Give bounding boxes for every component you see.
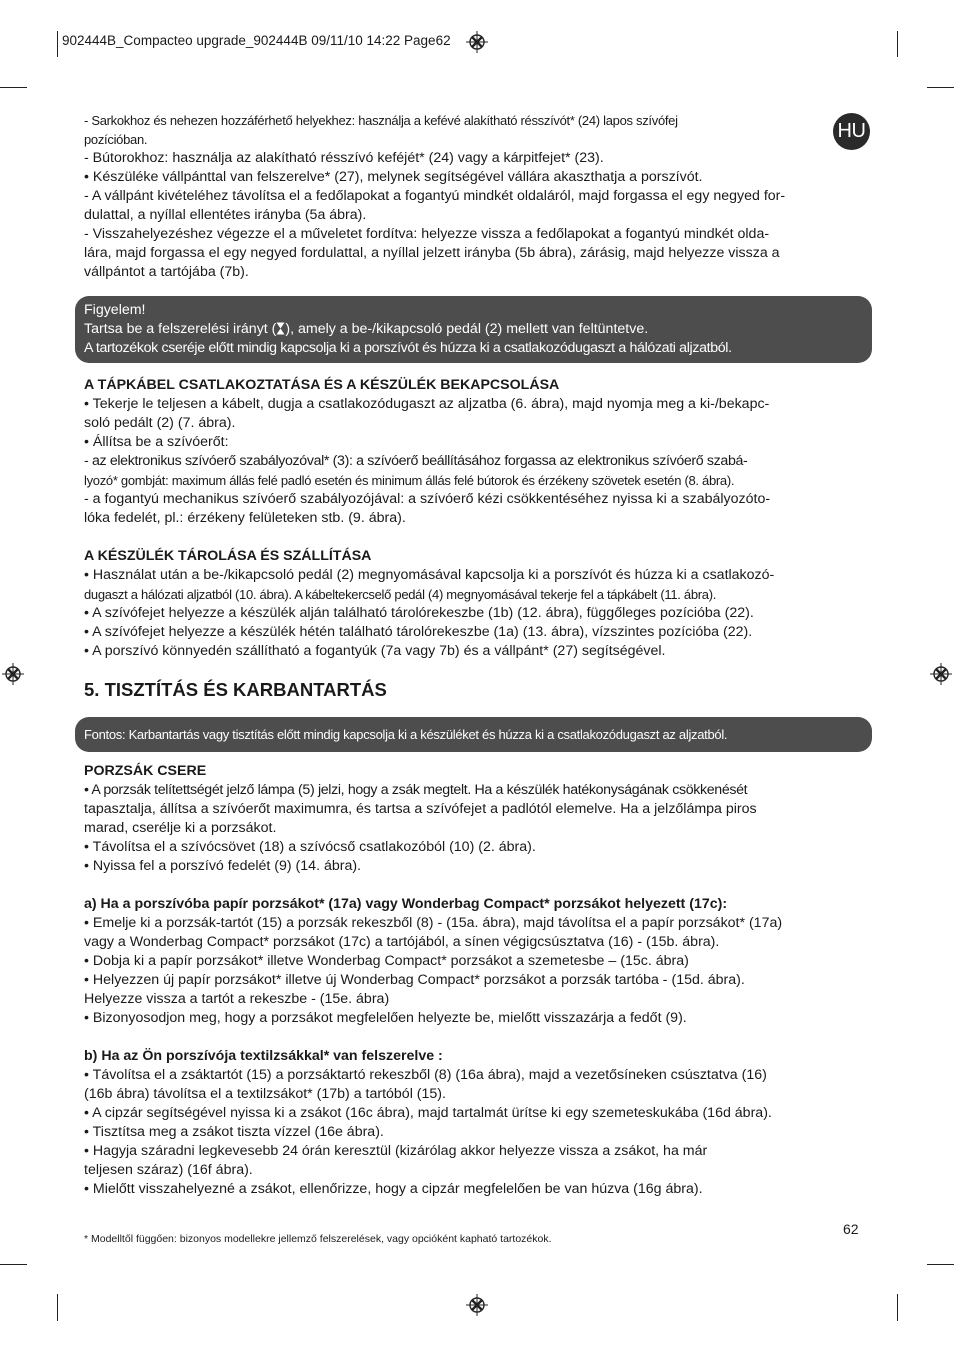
page-content — [84, 111, 870, 1199]
text-line: • A porzsák telítettségét jelző lámpa (5) jelzi, hogy a zsák megtelt. Ha a készülék hatékonyságának csökkenését — [84, 782, 748, 798]
page-number: 62 — [843, 1221, 859, 1237]
chapter-title: 5. TISZTÍTÁS ÉS KARBANTARTÁS — [84, 679, 387, 700]
text-line: • Távolítsa el a zsáktartót (15) a porzsáktartó rekeszből (8) (16a ábra), majd a vezetősíneken csúsztatva (16) — [84, 1067, 767, 1083]
crop-mark — [57, 1294, 58, 1321]
text-line: - az elektronikus szívóerő szabályozóval* (3): a szívóerő beállításához forgassa az elektronikus szívóerő szabá- — [84, 453, 748, 469]
text-line: lára, majd forgassa el egy negyed fordulattal, a nyíllal jelzett irányba (5b ábra), zárásig, majd helyezze vissza a — [84, 245, 780, 261]
text-line: • A szívófejet helyezze a készülék hétén található tárolórekeszbe (1a) (13. ábra), vízszintes pozícióba (22). — [84, 624, 753, 640]
text-line: • Tisztítsa meg a zsákot tiszta vízzel (16e ábra). — [84, 1124, 384, 1140]
print-slug: 902444B_Compacteo upgrade_902444B 09/11/10 14:22 Page62 — [62, 33, 451, 48]
text-line: - Visszahelyezéshez végezze el a műveletet fordítva: helyezze vissza a fedőlapokat a fogantyú mindkét olda- — [84, 226, 770, 242]
registration-mark-icon — [466, 1294, 488, 1316]
text-line: lyozó* gombját: maximum állás felé padló esetén és minimum állás felé bútorok és érzékeny szövetek esetén (8. ábra). — [84, 473, 735, 488]
section-storage — [84, 547, 870, 661]
registration-mark-icon — [930, 663, 952, 685]
text-line: • Távolítsa el a szívócsövet (18) a szívócső csatlakozóból (10) (2. ábra). — [84, 839, 536, 855]
text-line: • A szívófejet helyezze a készülék alján található tárolórekeszbe (1b) (12. ábra), függőleges pozícióba (22). — [84, 605, 754, 621]
crop-mark — [897, 1294, 898, 1321]
section-heading: b) Ha az Ön porszívója textilzsákkal* van felszerelve : — [84, 1048, 443, 1064]
text-line: • Emelje ki a porzsák-tartót (15) a porzsák rekeszből (8) - (15a. ábra), majd távolítsa el a papír porzsákot* (17a) — [84, 915, 783, 931]
section-bag — [84, 762, 870, 876]
warning-text: Tartsa be a felszerelési irányt ( — [84, 321, 277, 337]
section-heading: PORZSÁK CSERE — [84, 763, 207, 779]
text-line: tapasztalja, állítsa a szívóerőt maximumra, és tartsa a szívófejet a padlótól elemelve. Ha a jelzőlámpa piros — [84, 801, 757, 817]
text-line: marad, cserélje ki a porzsákot. — [84, 820, 277, 836]
crop-mark — [0, 1264, 27, 1265]
text-line: Helyezze vissza a tartót a rekeszbe - (15e. ábra) — [84, 991, 390, 1007]
registration-mark-icon — [2, 663, 24, 685]
language-badge: HU — [833, 113, 870, 150]
text-line: • A porszívó könnyedén szállítható a fogantyúk (7a vagy 7b) és a vállpánt* (27) segítségével. — [84, 643, 666, 659]
crop-mark — [927, 87, 954, 88]
text-line: • Dobja ki a papír porzsákot* illetve Wonderbag Compact* porzsákot a szemetesbe – (15c. ábra) — [84, 953, 689, 969]
important-box — [75, 717, 872, 752]
text-line: vállpántot a tartójába (7b). — [84, 264, 249, 280]
text-line: • Állítsa be a szívóerőt: — [84, 434, 229, 450]
important-text: Fontos: Karbantartás vagy tisztítás előtt mindig kapcsolja ki a készüléket és húzza ki a csatlakozódugaszt az aljzatból. — [84, 727, 728, 742]
warning-line — [84, 320, 863, 339]
text-line: • Nyissa fel a porszívó fedelét (9) (14. ábra). — [84, 858, 362, 874]
text-line: lóka fedelét, pl.: érzékeny felületeken stb. (9. ábra). — [84, 510, 406, 526]
text-line: vagy a Wonderbag Compact* porzsákot (17c) a tartójából, a sínen végigcsúsztatva (16) - (15b. ábra). — [84, 934, 720, 950]
crop-mark — [897, 31, 898, 57]
text-line: - A vállpánt kivételéhez távolítsa el a fedőlapokat a fogantyú mindkét oldaláról, majd forgassa el egy negyed for- — [84, 188, 786, 204]
text-line: (16b ábra) távolítsa el a textilzsákot* (17b) a tartóból (15). — [84, 1086, 446, 1102]
crop-mark — [0, 87, 27, 88]
text-line: - Sarkokhoz és nehezen hozzáférhető helyekhez: használja a kefévé alakítható résszívót* (24) lapos szívófej — [84, 113, 678, 128]
crop-mark — [57, 31, 58, 57]
intro-block — [84, 111, 870, 282]
section-paper-bag — [84, 895, 870, 1028]
text-line: • Helyezzen új papír porzsákot* illetve új Wonderbag Compact* porzsákot a porzsák tartóba - (15d. ábra). — [84, 972, 745, 988]
registration-mark-icon — [466, 31, 488, 53]
text-line: • Hagyja száradni legkevesebb 24 órán keresztül (kizárólag akkor helyezze vissza a zsákot, ha már — [84, 1143, 708, 1159]
text-line: dulattal, a nyíllal ellentétes irányba (5a ábra). — [84, 207, 367, 223]
section-textile-bag — [84, 1047, 870, 1199]
warning-box — [75, 296, 872, 363]
text-line: • Használat után a be-/kikapcsoló pedál (2) megnyomásával kapcsolja ki a porszívót és húzza ki a csatlakozó- — [84, 567, 775, 583]
crop-mark — [927, 1264, 954, 1265]
section-heading: A TÁPKÁBEL CSATLAKOZTATÁSA ÉS A KÉSZÜLÉK BEKAPCSOLÁSA — [84, 377, 560, 393]
warning-text: ), amely a be-/kikapcsoló pedál (2) mellett van feltüntetve. — [285, 321, 649, 337]
section-heading: a) Ha a porszívóba papír porzsákot* (17a) vagy Wonderbag Compact* porzsákot helyezett (17c): — [84, 896, 728, 912]
warning-title: Figyelem! — [84, 302, 146, 318]
text-line: • Tekerje le teljesen a kábelt, dugja a csatlakozódugaszt az aljzatba (6. ábra), majd nyomja meg a ki-/bekapc- — [84, 396, 770, 412]
text-line: - a fogantyú mechanikus szívóerő szabályozójával: a szívóerő kézi csökkentéséhez nyissa ki a szabályozóto- — [84, 491, 771, 507]
warning-line: A tartozékok cseréje előtt mindig kapcsolja ki a porszívót és húzza ki a csatlakozódugaszt a hálózati aljzatból. — [84, 340, 732, 356]
text-line: • Bizonyosodjon meg, hogy a porzsákot megfelelően helyezte be, mielőtt visszazárja a fedőt (9). — [84, 1010, 687, 1026]
text-line: - Bútorokhoz: használja az alakítható résszívó keféjét* (24) vagy a kárpitfejet* (23). — [84, 150, 604, 166]
text-line: • Mielőtt visszahelyezné a zsákot, ellenőrizze, hogy a cipzár megfelelően be van húzva (16g ábra). — [84, 1181, 703, 1197]
footnote: * Modelltől függően: bizonyos modellekre jellemző felszerelések, vagy opcióként kapható tartozékok. — [84, 1233, 552, 1245]
text-line: teljesen száraz) (16f ábra). — [84, 1162, 253, 1178]
text-line: • Készüléke vállpánttal van felszerelve* (27), melynek segítségével vállára akaszthatja a porszívót. — [84, 169, 703, 185]
section-heading: A KÉSZÜLÉK TÁROLÁSA ÉS SZÁLLÍTÁSA — [84, 548, 372, 564]
section-power — [84, 376, 870, 528]
text-line: • A cipzár segítségével nyissa ki a zsákot (16c ábra), majd tartalmát ürítse ki egy szemeteskukába (16d ábra). — [84, 1105, 772, 1121]
text-line: dugaszt a hálózati aljzatból (10. ábra). A kábeltekercselő pedál (4) megnyomásával tekerje fel a tápkábelt (11. ábra). — [84, 587, 717, 602]
text-line: pozícióban. — [84, 132, 148, 147]
text-line: soló pedált (2) (7. ábra). — [84, 415, 236, 431]
